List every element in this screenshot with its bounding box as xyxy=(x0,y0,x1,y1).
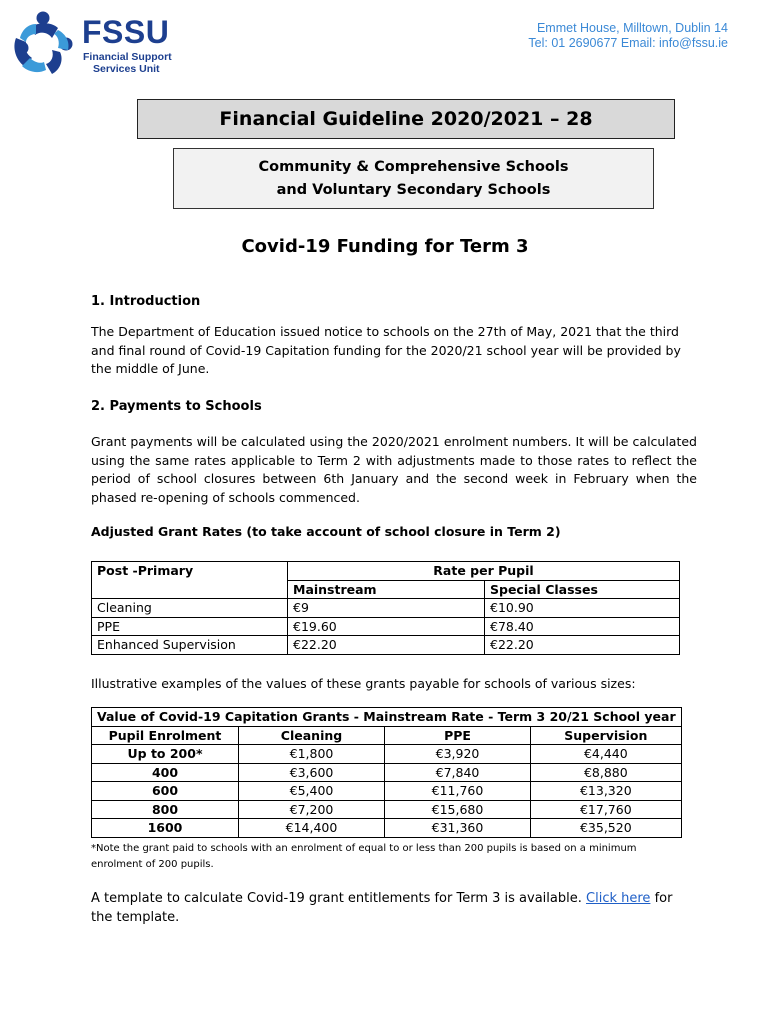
table-row xyxy=(92,800,682,819)
table-cell: €1,800 xyxy=(239,745,385,764)
main-heading: Covid-19 Funding for Term 3 xyxy=(241,236,529,257)
table-cell: PPE xyxy=(92,617,288,636)
table-row xyxy=(92,617,680,636)
contact-block xyxy=(528,21,728,51)
table-cell: €22.20 xyxy=(485,636,680,655)
table-row xyxy=(92,763,682,782)
table-cell: €4,440 xyxy=(531,745,682,764)
table-cell: €7,200 xyxy=(239,800,385,819)
audience-line2: and Voluntary Secondary Schools xyxy=(276,181,551,198)
table-cell: €19.60 xyxy=(288,617,485,636)
table-header-cell: PPE xyxy=(385,726,531,745)
table-cell: €11,760 xyxy=(385,782,531,801)
table-title-cell: Value of Covid-19 Capitation Grants - Mainstream Rate - Term 3 20/21 School year xyxy=(92,708,682,727)
grant-values-table xyxy=(91,707,682,838)
introduction-paragraph: The Department of Education issued notice to schools on the 27th of May, 2021 that the third and final round of Covid-19 Capitation funding for the 2020/21 school year will be provided by the middle of June. xyxy=(91,324,681,377)
table-header-cell: Cleaning xyxy=(239,726,385,745)
logo-subtitle-line2: Services Unit xyxy=(93,63,160,75)
table-cell: €14,400 xyxy=(239,819,385,838)
template-text: A template to calculate Covid-19 grant entitlements for Term 3 is available. xyxy=(91,891,582,906)
template-text-end: for the template. xyxy=(91,891,673,925)
address: Emmet House, Milltown, Dublin 14 xyxy=(536,21,728,35)
table-header-cell: Post -Primary xyxy=(92,562,288,599)
table-row xyxy=(92,708,682,727)
guideline-title-box xyxy=(137,99,675,139)
table-cell: €5,400 xyxy=(239,782,385,801)
table-cell: 600 xyxy=(92,782,239,801)
table-cell: €15,680 xyxy=(385,800,531,819)
fssu-logo xyxy=(10,8,180,78)
guideline-title: Financial Guideline 2020/2021 – 28 xyxy=(219,108,593,130)
table-cell: €9 xyxy=(288,599,485,618)
table-cell: €17,760 xyxy=(531,800,682,819)
table-cell: 1600 xyxy=(92,819,239,838)
table-row xyxy=(92,726,682,745)
audience-line1: Community & Comprehensive Schools xyxy=(258,158,569,175)
table-cell: €35,520 xyxy=(531,819,682,838)
click-here-link[interactable]: Click here xyxy=(586,891,651,906)
table-cell: €13,320 xyxy=(531,782,682,801)
table-cell: €22.20 xyxy=(288,636,485,655)
table-cell: Cleaning xyxy=(92,599,288,618)
template-paragraph xyxy=(91,889,691,927)
table-row xyxy=(92,599,680,618)
section-heading-payments: 2. Payments to Schools xyxy=(91,399,262,414)
table-cell: 400 xyxy=(92,763,239,782)
table-cell: €10.90 xyxy=(485,599,680,618)
section-heading-introduction: 1. Introduction xyxy=(91,294,201,309)
logo-wordmark: FSSU xyxy=(82,14,170,50)
table-row xyxy=(92,562,680,581)
people-circle-icon xyxy=(10,8,76,78)
table-cell: €31,360 xyxy=(385,819,531,838)
rates-heading: Adjusted Grant Rates (to take account of school closure in Term 2) xyxy=(91,524,561,539)
table-cell: €78.40 xyxy=(485,617,680,636)
table-row xyxy=(92,636,680,655)
table-row xyxy=(92,819,682,838)
table-row xyxy=(92,745,682,764)
table-header-cell: Pupil Enrolment xyxy=(92,726,239,745)
table-cell: €3,600 xyxy=(239,763,385,782)
table-row xyxy=(92,782,682,801)
table-header-cell: Rate per Pupil xyxy=(288,562,680,581)
table-header-cell: Mainstream xyxy=(288,580,485,599)
table-cell: Enhanced Supervision xyxy=(92,636,288,655)
table-cell: €3,920 xyxy=(385,745,531,764)
illustrative-text: Illustrative examples of the values of these grants payable for schools of various sizes: xyxy=(91,676,636,691)
table-cell: 800 xyxy=(92,800,239,819)
table-cell: €7,840 xyxy=(385,763,531,782)
payments-paragraph: Grant payments will be calculated using the 2020/2021 enrolment numbers. It will be calculated using the same rates applicable to Term 2 with adjustments made to those rates to reflect the period of school closures between 6th January and the second week in February when the phased re-opening of schools commenced. xyxy=(91,434,697,505)
enrolment-note: *Note the grant paid to schools with an enrolment of equal to or less than 200 pupils is based on a minimum enrolment of 200 pupils. xyxy=(91,843,637,870)
table-cell: €8,880 xyxy=(531,763,682,782)
logo-subtitle-line1: Financial Support xyxy=(83,51,172,63)
table-header-cell: Special Classes xyxy=(485,580,680,599)
contact-details: Tel: 01 2690677 Email: info@fssu.ie xyxy=(528,36,728,50)
rates-table xyxy=(91,561,680,655)
table-header-cell: Supervision xyxy=(531,726,682,745)
table-cell: Up to 200* xyxy=(92,745,239,764)
audience-box xyxy=(173,148,654,209)
